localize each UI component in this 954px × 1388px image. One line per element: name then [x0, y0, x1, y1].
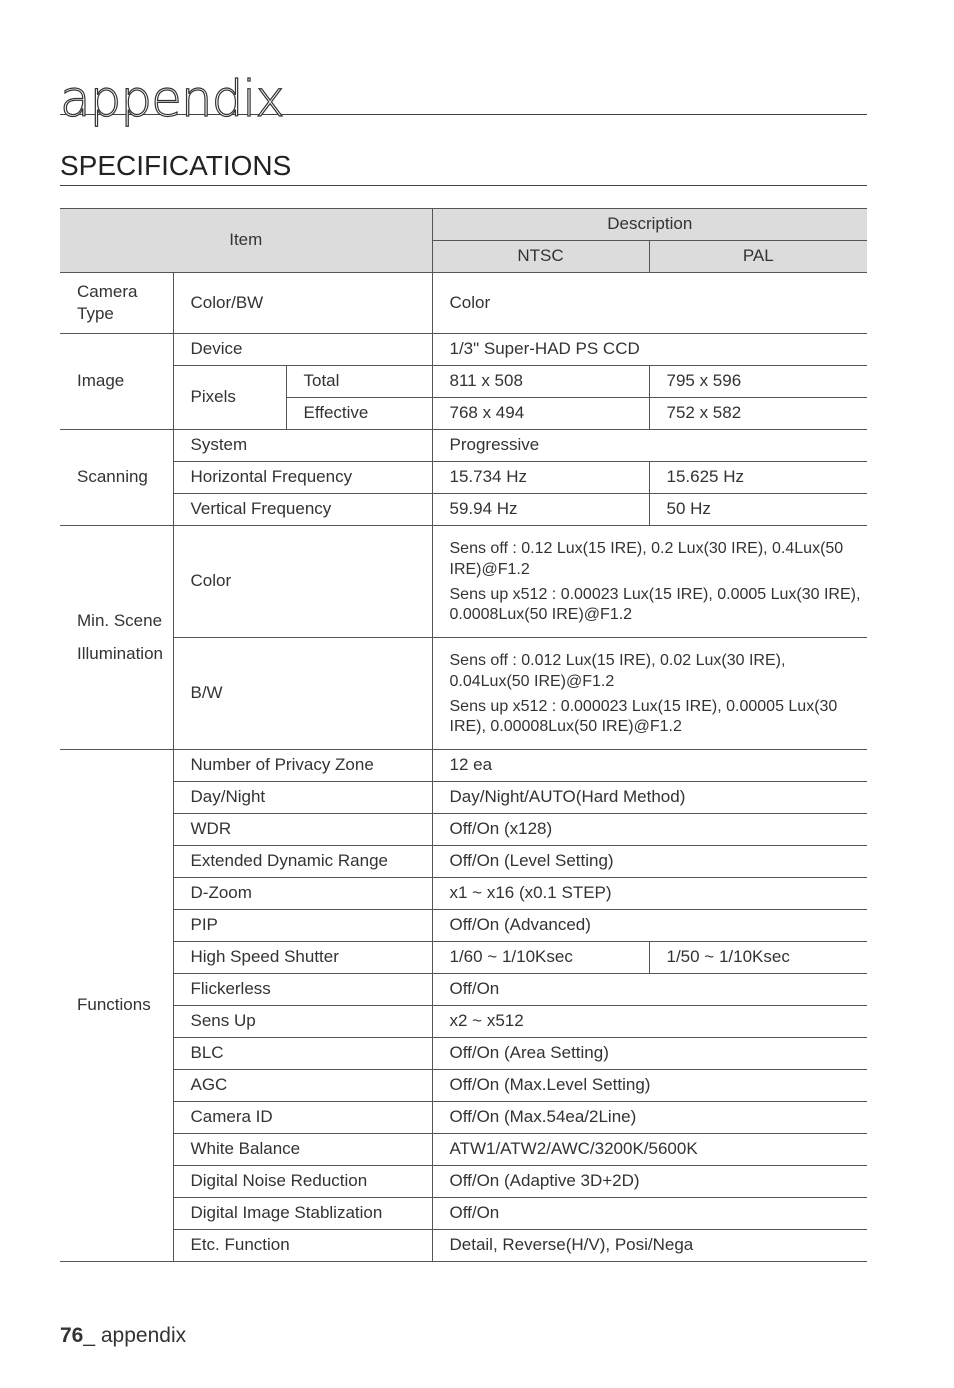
item-cell: Vertical Frequency: [173, 494, 432, 526]
value-cell: Off/On (Max.54ea/2Line): [432, 1102, 867, 1134]
value-cell: Progressive: [432, 430, 867, 462]
table-row: [60, 750, 867, 782]
pal-cell: 15.625 Hz: [649, 462, 867, 494]
value-cell: Off/On (Level Setting): [432, 846, 867, 878]
ntsc-cell: 768 x 494: [432, 398, 649, 430]
item-cell: Horizontal Frequency: [173, 462, 432, 494]
value-cell: Off/On: [432, 1198, 867, 1230]
section-title: SPECIFICATIONS: [60, 150, 292, 181]
table-row: [60, 782, 867, 814]
item-cell: WDR: [173, 814, 432, 846]
table-row: [60, 846, 867, 878]
group-illumination: [60, 526, 173, 750]
header-pal: PAL: [649, 241, 867, 273]
table-row: [60, 462, 867, 494]
footer-label: _ appendix: [83, 1324, 187, 1347]
item-cell: Color/BW: [173, 273, 432, 334]
specifications-table: [60, 208, 867, 1262]
value-cell: [432, 526, 867, 638]
header-ntsc: NTSC: [432, 241, 649, 273]
table-row: [60, 1198, 867, 1230]
ntsc-cell: 811 x 508: [432, 366, 649, 398]
item-cell: High Speed Shutter: [173, 942, 432, 974]
functions-section: [60, 750, 867, 1262]
table-row: [60, 1230, 867, 1262]
illumination-bw-sens-off: Sens off : 0.012 Lux(15 IRE), 0.02 Lux(30 IRE), 0.04Lux(50 IRE)@F1.2: [449, 652, 786, 690]
item-cell: Digital Noise Reduction: [173, 1166, 432, 1198]
value-cell: Off/On: [432, 974, 867, 1006]
pal-cell: 50 Hz: [649, 494, 867, 526]
value-cell: Day/Night/AUTO(Hard Method): [432, 782, 867, 814]
section-header: [60, 146, 867, 186]
subitem-cell: Effective: [286, 398, 432, 430]
illumination-color-sens-up: Sens up x512 : 0.00023 Lux(15 IRE), 0.0005 Lux(30 IRE), 0.0008Lux(50 IRE)@F1.2: [449, 586, 861, 624]
ntsc-cell: 1/60 ~ 1/10Ksec: [432, 942, 649, 974]
group-functions: Functions: [60, 750, 173, 1262]
table-row: [60, 942, 867, 974]
group-image: Image: [60, 334, 173, 430]
item-cell: B/W: [173, 638, 432, 750]
value-cell: Off/On (Adaptive 3D+2D): [432, 1166, 867, 1198]
item-cell: White Balance: [173, 1134, 432, 1166]
value-cell: Off/On (x128): [432, 814, 867, 846]
chapter-header: [60, 60, 867, 128]
item-cell: System: [173, 430, 432, 462]
item-cell: Etc. Function: [173, 1230, 432, 1262]
page-number: 76: [60, 1324, 84, 1347]
ntsc-cell: 59.94 Hz: [432, 494, 649, 526]
table-row: [60, 638, 867, 750]
item-cell: PIP: [173, 910, 432, 942]
group-illumination-line2: Illumination: [77, 643, 163, 663]
illumination-bw-sens-up: Sens up x512 : 0.000023 Lux(15 IRE), 0.00005 Lux(30 IRE), 0.00008Lux(50 IRE)@F1.2: [449, 698, 838, 736]
ntsc-cell: 15.734 Hz: [432, 462, 649, 494]
item-cell: AGC: [173, 1070, 432, 1102]
table-row: [60, 1166, 867, 1198]
chapter-title: appendix: [60, 70, 284, 128]
group-illumination-line1: Min. Scene: [77, 611, 163, 631]
value-cell: Off/On (Advanced): [432, 910, 867, 942]
pal-cell: 752 x 582: [649, 398, 867, 430]
subitem-cell: Total: [286, 366, 432, 398]
group-camera-type: Camera Type: [60, 273, 173, 334]
item-cell: Day/Night: [173, 782, 432, 814]
table-row: [60, 366, 867, 398]
value-cell: Color: [432, 273, 867, 334]
table-row: [60, 814, 867, 846]
pal-cell: 1/50 ~ 1/10Ksec: [649, 942, 867, 974]
item-cell: Extended Dynamic Range: [173, 846, 432, 878]
table-row: [60, 1102, 867, 1134]
header-description: Description: [432, 209, 867, 241]
value-cell: x1 ~ x16 (x0.1 STEP): [432, 878, 867, 910]
table-row: [60, 273, 867, 334]
item-cell: Flickerless: [173, 974, 432, 1006]
value-cell: Off/On (Area Setting): [432, 1038, 867, 1070]
item-cell: Device: [173, 334, 432, 366]
table-row: [60, 526, 867, 638]
item-cell: Digital Image Stablization: [173, 1198, 432, 1230]
value-cell: [432, 638, 867, 750]
header-row: [60, 209, 867, 241]
table-row: [60, 334, 867, 366]
table-row: [60, 1134, 867, 1166]
item-cell: Camera ID: [173, 1102, 432, 1134]
item-cell-pixels: Pixels: [173, 366, 286, 430]
header-item: Item: [60, 209, 432, 273]
pal-cell: 795 x 596: [649, 366, 867, 398]
item-cell: D-Zoom: [173, 878, 432, 910]
value-cell: Detail, Reverse(H/V), Posi/Nega: [432, 1230, 867, 1262]
table-row: [60, 1006, 867, 1038]
value-cell: Off/On (Max.Level Setting): [432, 1070, 867, 1102]
item-cell: Color: [173, 526, 432, 638]
item-cell: Number of Privacy Zone: [173, 750, 432, 782]
value-cell: ATW1/ATW2/AWC/3200K/5600K: [432, 1134, 867, 1166]
value-cell: 12 ea: [432, 750, 867, 782]
table-row: [60, 974, 867, 1006]
group-scanning: Scanning: [60, 430, 173, 526]
table-row: [60, 1070, 867, 1102]
table-row: [60, 430, 867, 462]
illumination-color-sens-off: Sens off : 0.12 Lux(15 IRE), 0.2 Lux(30 IRE), 0.4Lux(50 IRE)@F1.2: [449, 540, 844, 578]
item-cell: BLC: [173, 1038, 432, 1070]
item-cell: Sens Up: [173, 1006, 432, 1038]
value-cell: 1/3" Super-HAD PS CCD: [432, 334, 867, 366]
page-footer: [60, 1324, 186, 1348]
table-row: [60, 494, 867, 526]
table-row: [60, 1038, 867, 1070]
table-row: [60, 910, 867, 942]
value-cell: x2 ~ x512: [432, 1006, 867, 1038]
table-row: [60, 878, 867, 910]
